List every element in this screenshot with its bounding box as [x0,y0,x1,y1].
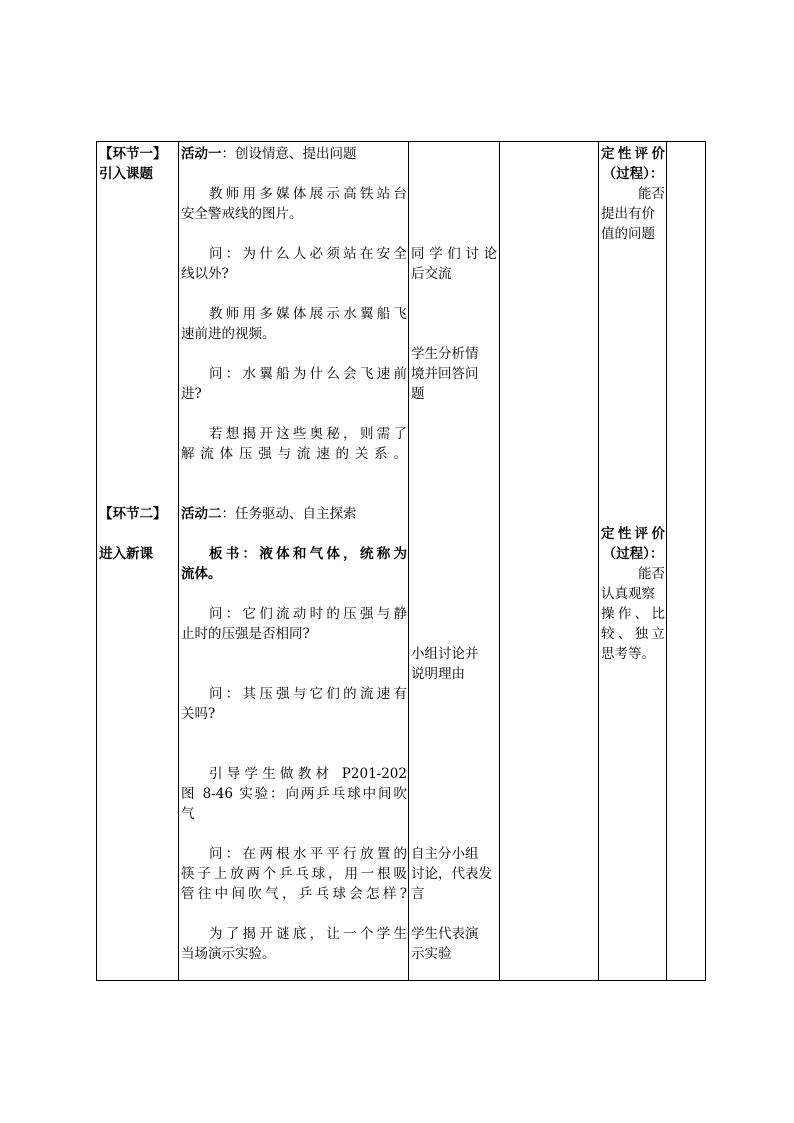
paragraph-line: 问：它们流动时的压强与静 [209,606,407,622]
student-activity-line: 讨论，代表发 [411,866,492,882]
evaluation-line: 能否 [638,566,665,582]
evaluation-line: 思考等。 [601,646,655,662]
evaluation-line: 提出有价 [601,206,655,222]
paragraph-line: 问：其压强与它们的流速有 [209,686,407,702]
column-divider [666,142,667,980]
student-activity-line: 学生分析情 [411,346,479,362]
paragraph-line: 关吗? [181,706,216,722]
paragraph-line: 管往中间吹气，乒乓球会怎样? [181,886,407,902]
paragraph-line: 气 [181,806,195,822]
stage-2-subtitle: 进入新课 [99,546,153,562]
paragraph-line: 教师用多媒体展示高铁站台 [209,186,407,202]
column-divider [598,142,599,980]
stage-1-subtitle: 引入课题 [99,166,153,182]
stage-2-title: 【环节二】 [99,506,167,522]
evaluation-line: 定性评价 [601,146,665,162]
student-activity-line: 后交流 [411,266,452,282]
paragraph-line: 问：水翼船为什么会飞速前 [209,366,407,382]
evaluation-line: （过程）： [602,546,664,562]
paragraph-line: 速前进的视频。 [181,326,276,342]
lesson-plan-table [96,141,706,981]
board-writing-line: 板书：液体和气体，统称为 [209,546,407,562]
student-activity-line: 示实验 [411,946,452,962]
column-divider [178,142,179,980]
student-activity-line: 同学们讨论 [411,246,497,262]
student-activity-line: 言 [411,886,425,902]
evaluation-line: 认真观察 [601,586,655,602]
evaluation-line: 较、独立 [601,626,665,642]
stage-1-title: 【环节一】 [99,146,167,162]
evaluation-line: 值的问题 [601,226,655,242]
paragraph-line: 图 8-46 实验：向两乒乓球中间吹 [181,786,407,802]
student-activity-line: 学生代表演 [411,926,479,942]
evaluation-line: 操作、比 [601,606,665,622]
evaluation-line: （过程）： [602,166,664,182]
paragraph-line: 当场演示实验。 [181,946,276,962]
paragraph-line: 安全警戒线的图片。 [181,206,303,222]
activity-2-heading: 活动二：任务驱动、自主探索 [181,506,357,522]
paragraph-line: 进? [181,386,202,402]
student-activity-line: 小组讨论并 [411,646,479,662]
paragraph-line: 若想揭开这些奥秘，则需了 [209,426,407,442]
paragraph-line: 教师用多媒体展示水翼船飞 [209,306,407,322]
student-activity-line: 自主分小组 [411,846,479,862]
student-activity-line: 境并回答问 [411,366,479,382]
paragraph-line: 线以外? [181,266,229,282]
paragraph-line: 问：为什么人必须站在安全 [209,246,407,262]
paragraph-line: 筷子上放两个乒乓球，用一根吸 [181,866,407,882]
column-divider [408,142,409,980]
paragraph-line: 引导学生做教材 P201-202 [209,766,407,782]
paragraph-line: 解流体压强与流速的关系。 [181,446,407,462]
paragraph-line: 问：在两根水平平行放置的 [209,846,407,862]
student-activity-line: 题 [411,386,425,402]
evaluation-line: 定性评价 [601,526,665,542]
paragraph-line: 止时的压强是否相同? [181,626,310,642]
activity-1-heading: 活动一：创设情意、提出问题 [181,146,357,162]
paragraph-line: 为了揭开谜底，让一个学生 [209,926,407,942]
column-divider [499,142,500,980]
evaluation-line: 能否 [638,186,665,202]
board-writing-line: 流体。 [181,566,222,582]
student-activity-line: 说明理由 [411,666,465,682]
